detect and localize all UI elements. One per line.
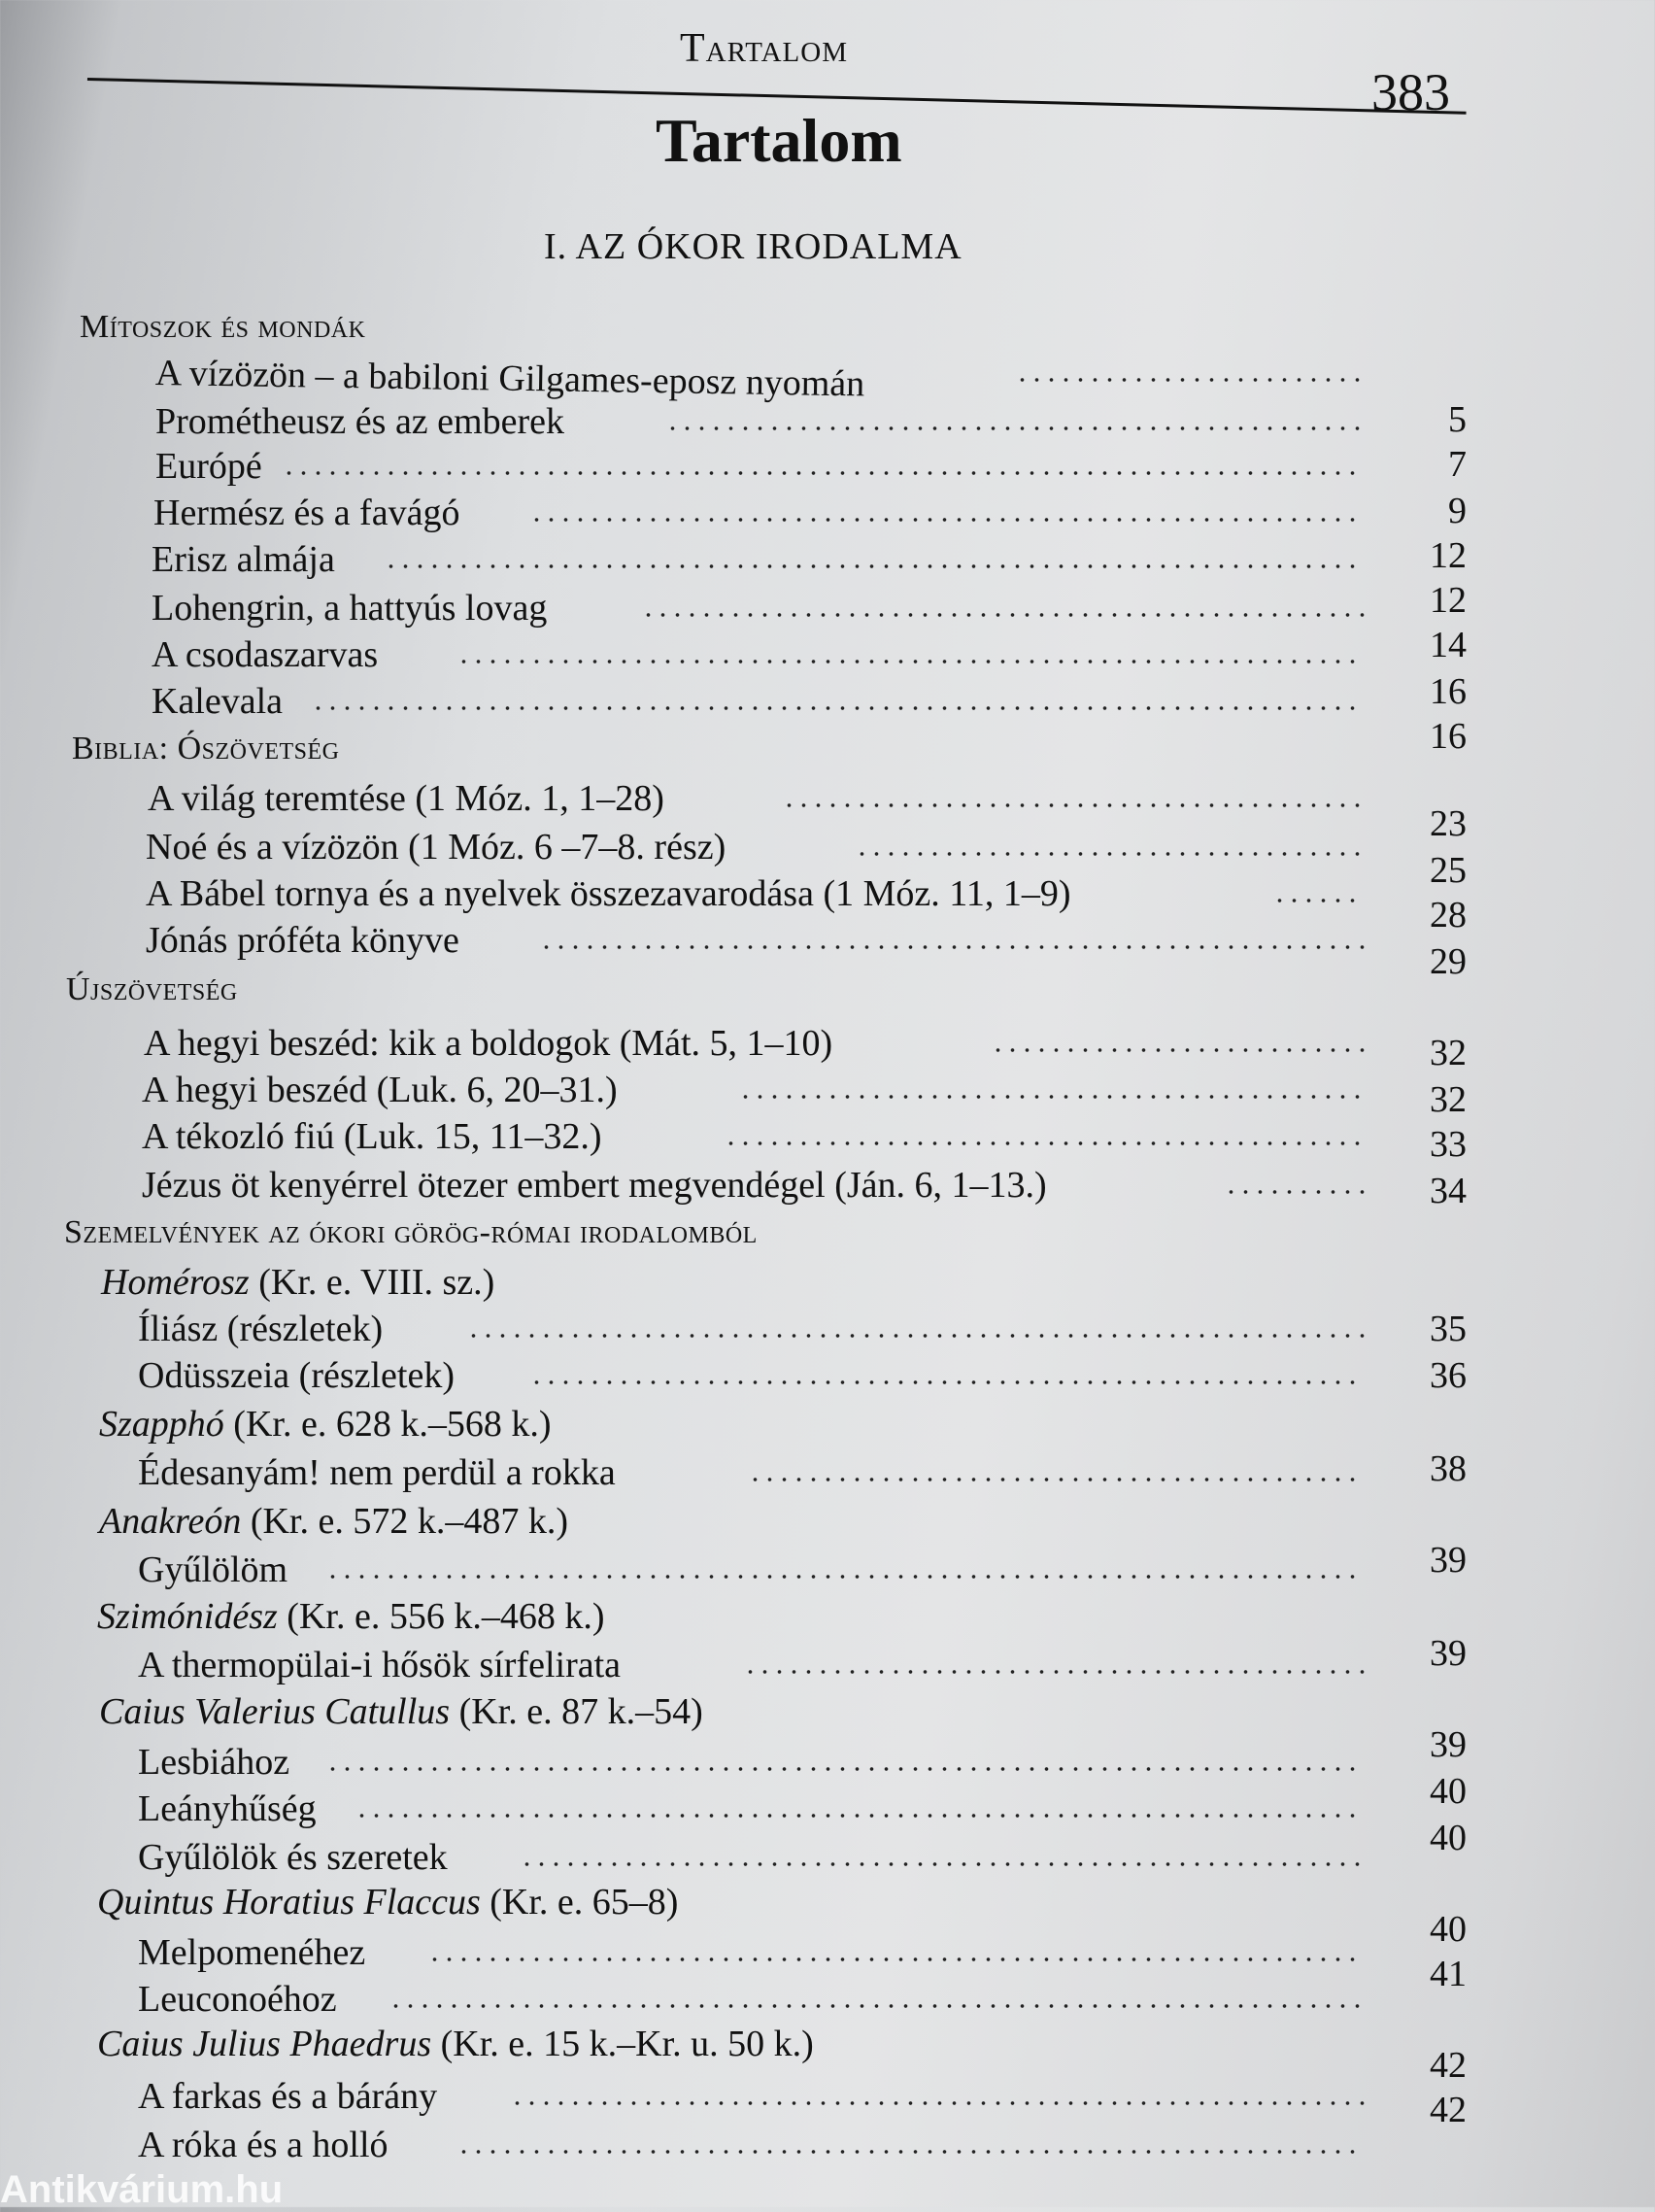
page-title: Tartalom [656, 106, 902, 175]
author-name: Szimónidész [97, 1596, 278, 1637]
page-ref: 40 [1430, 1771, 1467, 1812]
page-ref: 33 [1430, 1124, 1467, 1165]
page-ref: 42 [1430, 2090, 1467, 2130]
dot-leaders [724, 1140, 1365, 1146]
dot-leaders [855, 851, 1365, 857]
author-heading [97, 1881, 678, 1923]
dot-leaders [782, 802, 1365, 808]
author-name: Anakreón [99, 1501, 242, 1542]
page-ref: 9 [1448, 491, 1467, 531]
author-name: Caius Julius Phaedrus [97, 2024, 432, 2064]
dot-leaders [738, 1094, 1365, 1100]
author-name: Caius Valerius Catullus [99, 1691, 451, 1732]
page-ref: 32 [1430, 1033, 1467, 1073]
dot-leaders [529, 517, 1365, 523]
page-number: 383 [1371, 63, 1450, 121]
dot-leaders [384, 563, 1365, 569]
dot-leaders [325, 1766, 1365, 1772]
page-ref: 14 [1430, 625, 1467, 665]
page-ref: 12 [1430, 580, 1467, 621]
dot-leaders [1224, 1189, 1365, 1195]
author-name: Quintus Horatius Flaccus [97, 1882, 481, 1923]
entry-title: Lesbiához [138, 1742, 290, 1783]
page-ref: 25 [1430, 850, 1467, 891]
author-dates: (Kr. e. 628 k.–568 k.) [233, 1404, 552, 1445]
author-heading [99, 1690, 703, 1733]
entry-title: Európé [155, 446, 262, 487]
entry-title: Jézus öt kenyérrel ötezer embert megvendégel (Ján. 6, 1–13.) [142, 1165, 1047, 1206]
author-name: Homérosz [101, 1262, 250, 1303]
author-heading [99, 1403, 551, 1446]
entry-title: A hegyi beszéd: kik a boldogok (Mát. 5, 1–10) [144, 1023, 833, 1064]
entry-title: Kalevala [152, 681, 284, 722]
entry-title: A thermopülai-i hősök sírfelirata [138, 1645, 622, 1685]
toc-entry [0, 352, 1655, 405]
page-ref: 42 [1430, 2045, 1467, 2086]
page-ref: 32 [1430, 1079, 1467, 1120]
running-head: Tartalom [680, 26, 848, 71]
section-heading: Szemelvények az ókori görög-római irodalomból [64, 1214, 758, 1250]
entry-title: Melpomenéhez [138, 1932, 366, 1973]
author-name: Szapphó [99, 1404, 224, 1445]
dot-leaders [510, 2100, 1365, 2106]
page-ref: 7 [1448, 444, 1467, 485]
dot-leaders [427, 1957, 1365, 1962]
dot-leaders [456, 2149, 1365, 2155]
page-ref: 29 [1430, 941, 1467, 982]
page-ref: 16 [1430, 716, 1467, 757]
entry-title: A farkas és a bárány [138, 2076, 438, 2117]
page-ref: 36 [1430, 1355, 1467, 1396]
entry-title: Leányhűség [138, 1788, 317, 1829]
entry-title: A Bábel tornya és a nyelvek összezavarodása (1 Móz. 11, 1–9) [146, 873, 1071, 914]
page-ref: 41 [1430, 1954, 1467, 1994]
dot-leaders [456, 659, 1365, 664]
page-ref: 35 [1430, 1309, 1467, 1349]
page-ref: 28 [1430, 895, 1467, 936]
dot-leaders [520, 1861, 1365, 1867]
page-ref: 39 [1430, 1724, 1467, 1765]
author-dates: (Kr. e. 15 k.–Kr. u. 50 k.) [440, 2024, 814, 2064]
entry-title: Gyűlölöm [138, 1549, 288, 1590]
entry-title: Íliász (részletek) [138, 1309, 384, 1349]
page-ref: 40 [1430, 1909, 1467, 1950]
page-ref: 34 [1430, 1171, 1467, 1211]
author-heading [101, 1261, 494, 1304]
author-dates: (Kr. e. 87 k.–54) [458, 1691, 703, 1732]
dot-leaders [325, 1574, 1365, 1580]
entry-title: A csodaszarvas [152, 634, 379, 675]
part-title: I. AZ ÓKOR IRODALMA [544, 226, 963, 267]
dot-leaders [665, 425, 1365, 431]
author-dates: (Kr. e. 572 k.–487 k.) [250, 1501, 569, 1542]
author-dates: (Kr. e. VIII. sz.) [258, 1262, 495, 1303]
dot-leaders [282, 470, 1365, 476]
section-heading: Mítoszok és mondák [80, 309, 366, 345]
author-heading [97, 1595, 604, 1638]
page-ref: 23 [1430, 803, 1467, 844]
author-heading [97, 2023, 814, 2065]
dot-leaders [743, 1669, 1365, 1675]
author-heading [99, 1500, 568, 1543]
page-ref: 38 [1430, 1448, 1467, 1489]
watermark: Antikvárium.hu [0, 2168, 284, 2211]
dot-leaders [388, 2003, 1365, 2009]
entry-title: Lohengrin, a hattyús lovag [152, 588, 548, 629]
section-heading: Biblia: Ószövetség [72, 731, 340, 766]
entry-title: Noé és a vízözön (1 Móz. 6 –7–8. rész) [146, 827, 726, 868]
dot-leaders [539, 944, 1365, 950]
entry-title: A róka és a holló [138, 2125, 388, 2165]
entry-title: A vízözön – a babiloni Gilgames-eposz nyomán [154, 353, 865, 405]
author-dates: (Kr. e. 556 k.–468 k.) [287, 1596, 605, 1637]
dot-leaders [1015, 377, 1365, 383]
dot-leaders [529, 1379, 1365, 1385]
dot-leaders [311, 705, 1365, 711]
dot-leaders [1272, 898, 1365, 903]
entry-title: A világ teremtése (1 Móz. 1, 1–28) [148, 778, 664, 819]
page-ref: 39 [1430, 1540, 1467, 1581]
dot-leaders [991, 1047, 1365, 1053]
section-heading: Újszövetség [66, 971, 238, 1007]
page-ref: 40 [1430, 1818, 1467, 1858]
entry-title: Hermész és a favágó [153, 493, 460, 533]
entry-title: A hegyi beszéd (Luk. 6, 20–31.) [142, 1070, 618, 1110]
entry-title: Odüsszeia (részletek) [138, 1355, 456, 1396]
entry-title: Leuconoéhoz [138, 1979, 337, 2020]
entry-title: Gyűlölök és szeretek [138, 1837, 448, 1878]
author-dates: (Kr. e. 65–8) [490, 1882, 679, 1923]
entry-title: Prométheusz és az emberek [155, 401, 564, 442]
page-ref: 12 [1430, 535, 1467, 576]
dot-leaders [641, 612, 1365, 618]
entry-title: Erisz almája [152, 539, 335, 580]
entry-title: Édesanyám! nem perdül a rokka [138, 1452, 616, 1493]
entry-title: A tékozló fiú (Luk. 15, 11–32.) [142, 1116, 602, 1157]
page-ref: 39 [1430, 1633, 1467, 1674]
page-ref: 5 [1448, 399, 1467, 440]
dot-leaders [748, 1477, 1365, 1482]
page-ref: 16 [1430, 671, 1467, 712]
entry-title: Jónás próféta könyve [146, 920, 459, 961]
dot-leaders [355, 1813, 1365, 1819]
dot-leaders [466, 1333, 1365, 1339]
